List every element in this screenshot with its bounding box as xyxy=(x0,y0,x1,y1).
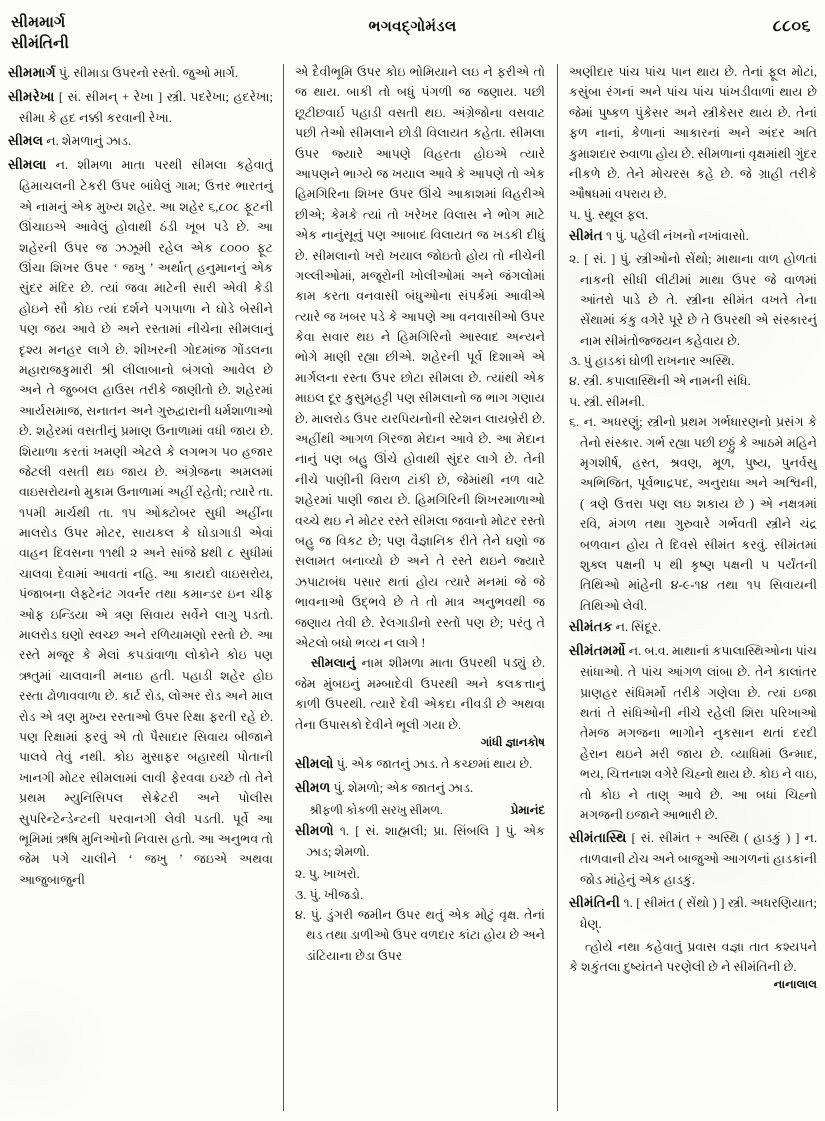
running-head-left-line2: સીમંતિની xyxy=(11,35,70,53)
entry-headword: સીમંતાસ્થિ xyxy=(569,830,627,846)
entry-headword: સીમલ xyxy=(8,133,44,149)
running-head-left-line1: સીમમાર્ગ xyxy=(11,14,66,31)
body-paragraph: અણીદાર પાંચ પાંચ પાન થાય છે. તેનાં ફૂલ મોટાં, કસુંબા રંગનાં અને પાંચ પાંચ પાંખડીવાળાં થાય છે જેમાં પુષ્કળ પુંકેસર અને સ્ત્રીકેસર થાય છે. તેનાં ફળ નાનાં, કેળાનાં આકારનાં અને અંદર અતિ કુમાશદાર રુવાળા હોય છે. સીમળાનાં વૃક્ષમાંથી ગુંદર નીકળે છે. તેને મોચરસ કહે છે. જે ગ્રાહી તરીકે ઔષધમાં વપરાય છે. xyxy=(569,65,817,202)
entry-headword: સીમલા xyxy=(8,157,47,173)
entry-headword: સીમંતમર્મો xyxy=(569,643,626,659)
quotation-line xyxy=(295,801,545,820)
dictionary-entry xyxy=(569,827,817,890)
entry-definition: ન. શેમળાનું ઝાડ. xyxy=(43,134,132,149)
dictionary-entry xyxy=(569,225,817,247)
entry-definition: પું. સીમાડા ઉપરનો રસ્તો. જુઓ માર્ગ. xyxy=(55,66,239,80)
entry-headword: સીમલો xyxy=(295,755,334,771)
entry-headword: સીમંત xyxy=(569,228,603,244)
entry-sense: ૨. પુ. ખાખરો. xyxy=(295,867,360,882)
dictionary-entry xyxy=(569,640,817,825)
body-paragraph xyxy=(295,653,545,735)
entry-definition: પું. એક જાતનું ઝાડ. તે કચ્છમાં થાય છે. xyxy=(333,756,533,771)
entry-definition: ૧. [ સં. શાહ્મલી; પ્રા. સિંબલિ ] પું. એક ઝાડ; શેમળો. xyxy=(306,823,545,859)
entry-sense: ૫. પું. સ્થૂલ ફલ. xyxy=(569,207,649,222)
entry-sense: ૩. પું હાડકાં ઘોળી રાખનાર અસ્થિ. xyxy=(569,354,735,369)
dictionary-entry xyxy=(295,777,545,799)
entry-sense: ૨. [ સં. ] પું. સ્ત્રીઓનો સેંથો; માથાના વાળ હોળતાં નાકની સીધી લીટીમાં માથા ઉપર જે વાળમાં આંતરો પાડે છે તે. સ્ત્રીના સીમંત વખતે તેના સેંથામાં કંકુ વગેરે પૂરે છે તે ઉપરથી એ સંસ્કારનું નામ સીમંતોજ્જયન કહેવાય છે. xyxy=(569,252,817,348)
entry-headword: સીમળો xyxy=(295,822,334,838)
entry-sense: ૪. પું. ડુંગરી જમીન ઉપર થતું એક મોટું વૃક્ષ. તેનાં થડ તથા ડાળીઓ ઉપર વળદાર કાંટા હોય છે અને ડાંટિયાના છેડા ઉપર xyxy=(295,908,545,963)
text-columns xyxy=(8,62,817,1115)
entry-headword: સીમળ xyxy=(295,779,331,795)
paragraph-lead-word: સીમલાનું xyxy=(311,656,356,671)
entry-sense: ૪. સ્ત્રી. કપાલાસ્થિની એ નામની સંધિ. xyxy=(569,374,751,389)
source-citation: ગાંધી જ્ઞાનકોષ xyxy=(480,735,545,749)
entry-definition: [ સં. સીમન્ + રેખા ] સ્ત્રી. પદરેખા; હદરેખા; સીમા કે હદ નક્કી કરવાની રેખા. xyxy=(19,90,273,126)
entry-definition: ન. બ.વ. માથાનાં કપાલાસ્થિઓના પાંચ સાંધાઓ. તે પાંચ આંગળ લાંબા છે. તેને કાલાંતર પ્રાણહર સંધિમર્મો તરીકે ગણેલા છે. ત્યાં ઇજા થતાં તે સંધિઓની નીચે રહેલી શિરા પરિખાઓ તેમજ મગજના ભાગોને નુકસાન થતાં દરદી હેરાન થઇને મરી જાય છે. વ્યાધિમાં ઉન્માદ, ભય, ચિત્તનાશ વગેરે ચિહ્નો થાય છે. કોઇ ને વાઇ, તો કોઇ ને તાણ્ આવે છે. આ બધાં ચિહ્નો મગજની ઇજાને આભારી છે. xyxy=(580,644,817,822)
dictionary-entry xyxy=(569,892,817,934)
quotation-author: નાનાલાલ xyxy=(773,978,817,992)
quotation-author: પ્રેમાનંદ xyxy=(510,802,545,817)
entry-headword: સીમમાર્ગ xyxy=(8,65,56,80)
body-paragraph: એ દૈવીભૂમિ ઉપર કોઇ ભોમિયાને લઇ ને ફરીએ તો જ થાય. બાકી તો બધું પંગળી જ જણાય. પછી છૂટીછવાર્ઇ પહાડી વસતી થઇ. અંગ્રેજોના વસવાટ પછી તેઓ સીમલાને છોડી વિલાયત કહેતા. સીમલા ઉપર જ્યારે આપણે વિહરતા હોઇએ ત્યારે આપણને ભાગ્યે જ ખયાલ આવે કે આપણે તો એક હિમગિરિના શિખર ઉપર ઊંચે આકાશમાં વિહરીએ છીએ; કેમકે ત્યાં તો ખરેખર વિલાસ ને ભોગ માટે એક નાનુંસૂનું પણ આબાદ વિલાયત જ ખડકી દીધું છે. સીમલાનો ખરો ખયાલ જોઇતો હોય તો નીચેની ગલ્લીઓમાં, મજૂરોની ખોલીઓમાં અને જંગલોમાં કામ કરતા વનવાસી બંધુઓના સંપર્કમાં આવીએ ત્યારે જ ખબર પડે કે આપણે આ વનવાસીઓ ઉપર કેવા સવાર થઇ ને હિમગિરિનો આસ્વાદ અન્યને ભોગે માણી રહ્યા છીએ. શહેરની પૂર્વ દિશાએ એ માર્ગલના રસ્તા ઉપર છોટા સીમલા છે. ત્યાંથી એક માઇલ દૂર કુસુમહટ્ટી પણ સીમલાનો જ ભાગ ગણાય છે. માલરોડ ઉપર યરપિયનોની સ્ટેશન લાયબ્રેરી છે. અહીંથી આગળ ગિરજા મેદાન આવે છે. આ મેદાન નાનું પણ બહુ ઊંચે હોવાથી સુંદર લાગે છે. તેની નીચે પાણીની વિરાળ ટાંકી છે, જેમાંથી નળ વાટે શહેરમાં પાણી જાય છે. હિમગિરિની શિખરમાળાઓ વચ્ચે થઇ ને મોટર રસ્તે સીમલા જવાનો મોટર રસ્તો બહુ જ વિકટ છે; પણ વૈજ્ઞાનિક રીતે તેને ઘણો જ સલામત બનાવ્યો છે અને તે રસ્તે થઇને જ્યારે ઝપાટાબંધ પસાર થતાં હોય ત્યારે મનમાં જે જે ભાવનાઓ ઉદ્ભવે છે તે તો માત્ર અનુભવથી જ જણાય તેવી છે. રેલગાડીનો રસ્તો પણ છે; પરંતુ તે એટલો બધો ભવ્ય ન લાગે ! xyxy=(295,65,545,650)
dictionary-entry xyxy=(295,753,545,775)
column-3 xyxy=(557,62,817,1115)
running-head xyxy=(0,12,825,58)
dictionary-entry xyxy=(8,154,273,890)
book-title: ભગવદ્ગોમંડલ xyxy=(368,19,457,35)
quotation-paragraph: ત્હોયે નથા કહેવાતું પ્રવાસ વજ્ઞા તાત કશ્યપને કે શકુંતલા દુષ્યંતને પરણેલી છે ને સીમંતિની છે. xyxy=(569,939,817,974)
dictionary-entry xyxy=(8,86,273,128)
page-number: ૮૮૦૬ xyxy=(772,18,811,35)
entry-headword: સીમંતક xyxy=(569,619,613,635)
entry-definition: [ સં. સીમંત + અસ્થિ ( હાડકું ) ] ન. તાળવાની ટોચ અને બાજુઓ આગળનાં હાડકાંની જોડ માંહેનું એક હાડકું. xyxy=(580,831,817,887)
column-1 xyxy=(8,62,285,1115)
entry-definition: ૧ પું. પહેલી નંખનો નખાંવાસો. xyxy=(602,229,749,244)
entry-sense: ૩. પું. ખીજડો. xyxy=(295,887,364,902)
column-2 xyxy=(285,62,557,1115)
entry-headword: સીમંતિની xyxy=(569,895,620,911)
entry-headword: સીમરેખા xyxy=(8,89,55,105)
dictionary-entry xyxy=(295,820,545,862)
paragraph-text: નામ શીમળા માતા ઉપરથી પડ્યું છે. જેમ મુંબઇનું મમ્બાદેવી ઉપરથી અને કલકત્તાનું કાળી ઉપરથી. ત્યારે દેવી એકદા નીવડી છે અથવા તેના ઉપાસકો દેવીને ભૂલી ગયા છે. xyxy=(295,656,545,732)
entry-definition: પું. શેમળો; એક જાતનું ઝાડ. xyxy=(330,780,474,795)
entry-definition: ન. શીમળા માતા પરથી સીમલા કહેવાતું હિમાચલની ટેકરી ઉપર બાંધેલું ગામ; ઉત્તર ભારતનું એ નામનું એક મુખ્ય શહેર. આ શહેર ૬,૮૦૮ ફૂટની ઊંચાઇએ આવેલું હોવાથી ઠંડી ખૂબ પડે છે. આ શહેરની ઉપર જ ઝઝૂમી રહેલ એક ૮૦૦૦ ફૂટ ઊંચા શિખર ઉપર ‘ જખુ ’ અર્થાત્ હનુમાનનું એક સુંદર મંદિર છે. ત્યાં જવા માટેની સારી એવી કેડી હોઇને સૌ કોઇ ત્યાં દર્શને પગપાળા ને ઘોડે બેસીને પણ જય આવે છે અને રસ્તામાં નીચેના સીમલાનું દૃશ્ય મનહર લાગે છે. શીખરની ગોદમાંજ ગોંડલના મહારાજકુમારી શ્રી લીલાબાનો બંગલો આવેલ છે અને તે જુબ્બલ હાઉસ તરીકે જાણીતો છે. શહેરમાં આર્યસમાજ, સનાતન અને ગુરુદ્વારાની ધર્મશાળાઓ છે. શહેરમાં વસતીનું પ્રમાણ ઉનાળામાં વધી જાય છે. શિયાળા કરતાં ખમણી એટલે કે લગભગ ૫૦ હજાર જેટલી વસતી થઇ જાય છે. અંગ્રેજના અમલમાં વાઇસરોયનો મુકામ ઉનાળામાં અહીં રહેતો; ત્યારે તા. ૧૫મી માર્ચથી તા. ૧૫ ઓક્ટોબર સુધી અહીંના માલરોડ ઉપર મોટર, સાયકલ કે ઘોડાગાડી એવાં વાહન દિવસના ૧૧થી ૨ અને સાંજે ૪થી ૮ સુધીમાં ચાલવા દેવામાં આવતાં નહિ. આ કાયદો વાઇસરોય, પંજાબના લેફ્ટેનંટ ગવર્નર તથા કમાન્ડર ઇન ચીફ ઓફ ઇન્ડિયા એ ત્રણ સિવાય સર્વેને લાગુ પડતો. માલરોડ ઘણો સ્વચ્છ અને રળિયામણો રસ્તો છે. આ રસ્તે મજૂર કે મેલાં કપડાંવાળા લોકોને કોઇ પણ ઋતુમાં ચાલવાની મનાઇ હતી. પહાડી શહેર હોઇ રસ્તા ઢોળાવવાળા છે. કાર્ટ રોડ, લોઅર રોડ અને માલ રોડ એ ત્રણ મુખ્ય રસ્તાઓ ઉપર રિક્ષા ફરતી રહે છે. પણ રિક્ષામાં ફરવું એ તો પૈસાદાર સિવાય બીજાને પાલવે તેવું નથી. કોઇ મુસાફર બહારથી પોતાની ખાનગી મોટર સીમલામાં લાવી ફેરવવા ઇચ્છે તો તેને પ્રથમ મ્યુનિસિપલ સેક્રેટરી અને પોલીસ સુપરિન્ટેન્ડેન્ટની પરવાનગી લેવી પડતી. પૂર્વે આ ભૂમિમાં ઋષિ મુનિઓનો નિવાસ હતો. આ અનુભવ તો જેમ પગે ચાલીને ‘ જખુ ’ જઇએ અથવા આજુબાજુની xyxy=(19,158,273,887)
quotation-text: શ્રીફળી કોકળી સરખુ સીમળ. xyxy=(309,802,443,817)
dictionary-entry xyxy=(569,616,817,638)
entry-definition: ન. સિંદૂર. xyxy=(612,620,662,635)
dictionary-entry xyxy=(8,130,273,152)
entry-sense: ૬. ન. અધરણું; સ્ત્રીનો પ્રથમ ગર્ભધારણનો પ્રસંગ કે તેનો સંસ્કાર. ગર્ભ રહ્યા પછી છઠ્ઠું કે આઠમે મહિને મૃગશીર્ષ, હસ્ત, શ્રવણ, મૂળ, પુષ્ય, પુનર્વસુ અભિજિત, પૂર્વભાદ્રપદ, અનુરાધા અને અશ્વિની, ( ત્રણે ઉત્તરા પણ લઇ શકાય છે ) એ નક્ષત્રમાં રવિ, મંગળ તથા ગુરુવારે ગર્ભવતી સ્ત્રીને ચંદ્ર બળવાન હોય તે દિવસે સીમંત કરવું. સીમંતમાં શુક્લ પક્ષની ૫ થી કૃષ્ણ પક્ષની ૫ પર્યંતની તિથિઓ માંહેની ૪-૯-૧૪ તથા ૧૫ સિવાયની તિથિઓ લેવી. xyxy=(569,415,817,613)
entry-sense: ૫. સ્ત્રી. સીમની. xyxy=(569,394,645,409)
entry-definition: ૧. [ સીમંત ( સેંથો ) ] સ્ત્રી. અધરણિયાત; ધેણ્. xyxy=(580,896,817,932)
dictionary-entry xyxy=(8,62,273,84)
